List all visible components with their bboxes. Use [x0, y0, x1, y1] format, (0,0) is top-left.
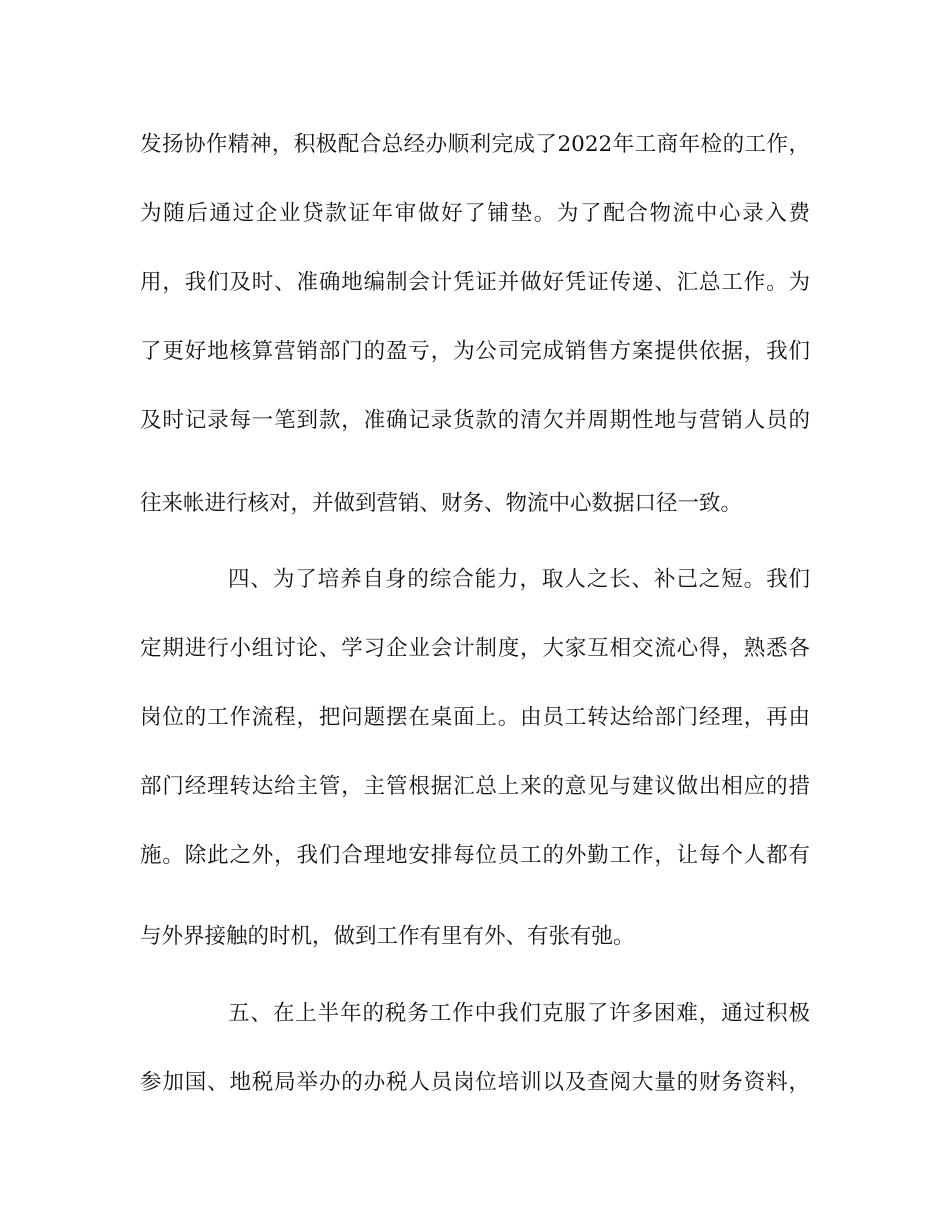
- text-line: 为随后通过企业贷款证年审做好了铺垫。为了配合物流中心录入费: [140, 201, 810, 226]
- text-line: 及时记录每一笔到款，准确记录货款的清欠并周期性地与营销人员的: [140, 408, 810, 433]
- text-line: 发扬协作精神，积极配合总经办顺利完成了2022年工商年检的工作，: [140, 132, 810, 157]
- text-line: 与外界接触的时机，做到工作有里有外、有张有弛。: [140, 924, 635, 949]
- text-line: 施。除此之外，我们合理地安排每位员工的外勤工作，让每个人都有: [140, 843, 810, 868]
- text-line: 部门经理转达给主管，主管根据汇总上来的意见与建议做出相应的措: [140, 774, 810, 799]
- text-line: 定期进行小组讨论、学习企业会计制度，大家互相交流心得，熟悉各: [140, 636, 810, 661]
- text-line: 了更好地核算营销部门的盈亏，为公司完成销售方案提供依据，我们: [140, 339, 810, 364]
- text-line: 往来帐进行核对，并做到营销、财务、物流中心数据口径一致。: [140, 491, 743, 516]
- text-line: 参加国、地税局举办的办税人员岗位培训以及查阅大量的财务资料，: [140, 1070, 810, 1095]
- text-line: 用，我们及时、准确地编制会计凭证并做好凭证传递、汇总工作。为: [140, 270, 810, 295]
- text-line: 岗位的工作流程，把问题摆在桌面上。由员工转达给部门经理，再由: [140, 705, 810, 730]
- text-line: 五、在上半年的税务工作中我们克服了许多困难，通过积极: [228, 1001, 810, 1026]
- text-line: 四、为了培养自身的综合能力，取人之长、补己之短。我们: [228, 567, 810, 592]
